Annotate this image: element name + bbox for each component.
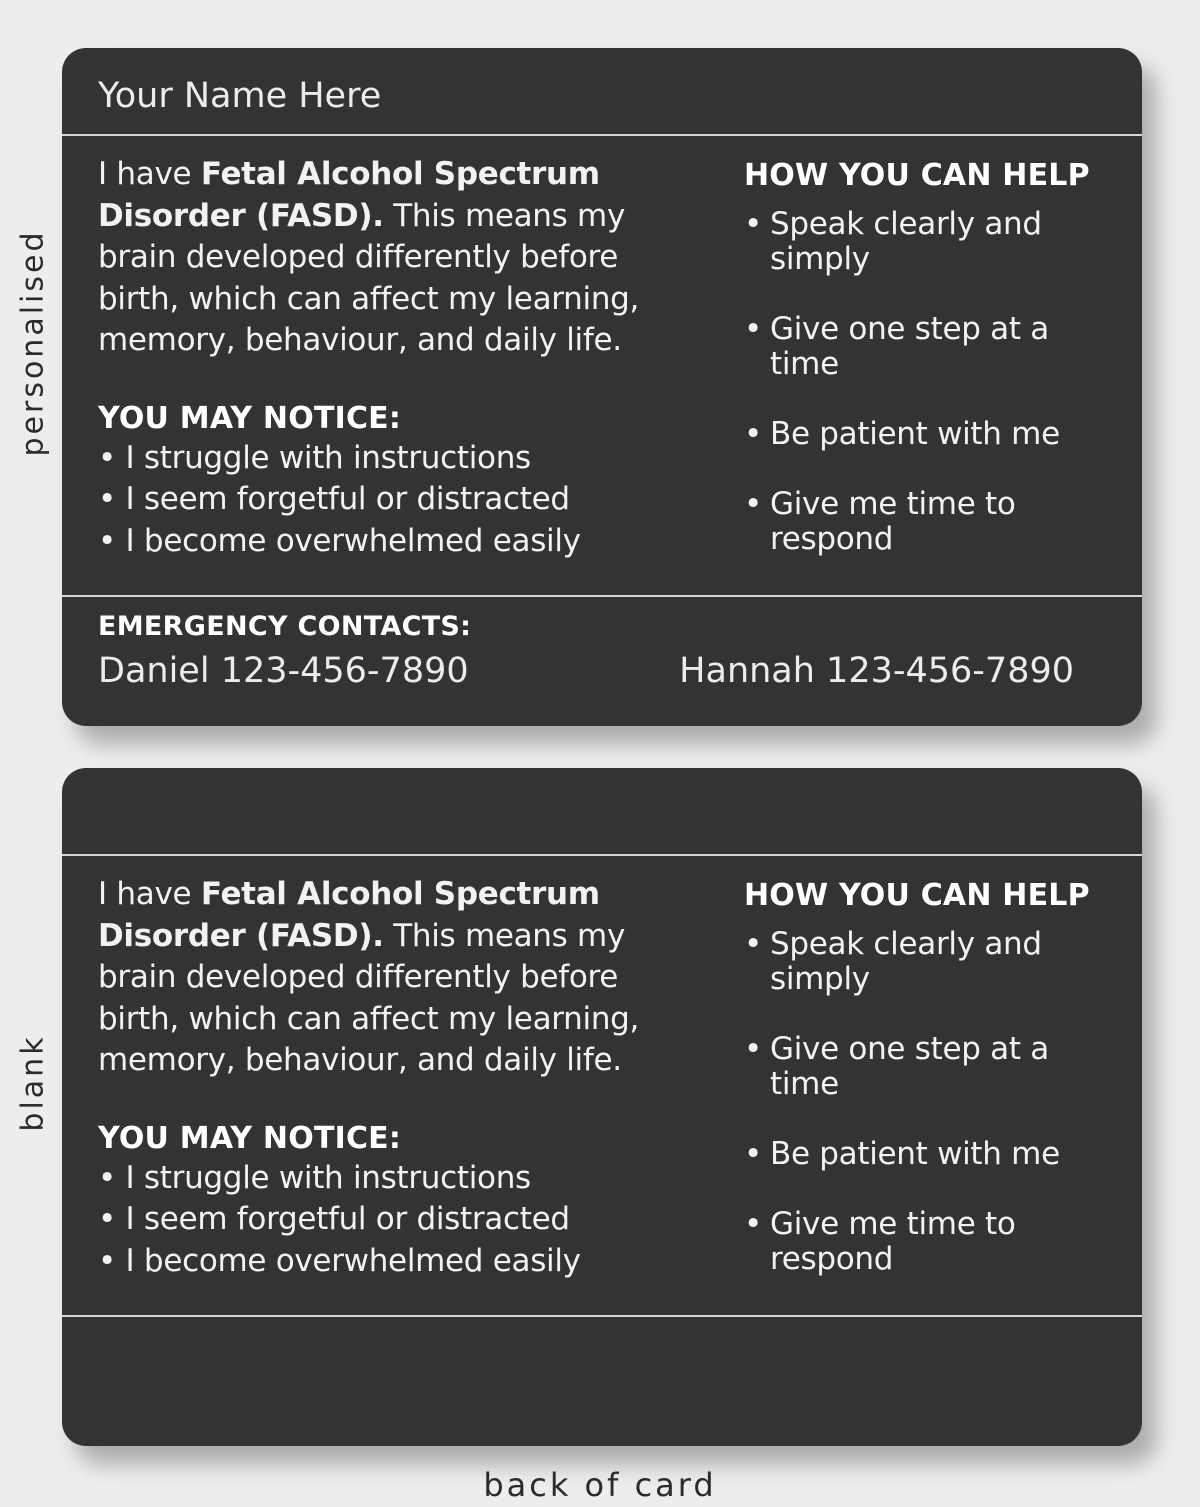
fasd-description — [98, 154, 708, 362]
card-body — [62, 856, 1142, 1315]
fasd-description — [98, 874, 708, 1082]
help-list — [744, 207, 1124, 557]
personalised-card — [62, 48, 1142, 726]
intro-bold: Fetal Alcohol Spectrum Disorder (FASD). — [98, 156, 600, 234]
bullet: • — [744, 926, 762, 962]
help-item — [744, 312, 1124, 382]
help-column — [744, 878, 1124, 1312]
bullet: • — [744, 1206, 762, 1242]
notice-heading: YOU MAY NOTICE: — [98, 400, 402, 436]
notice-heading: YOU MAY NOTICE: — [98, 1120, 402, 1156]
bullet: • — [744, 311, 762, 347]
personalised-label: personalised — [15, 229, 51, 457]
bullet: • — [744, 1031, 762, 1067]
notice-item: • I become overwhelmed easily — [98, 1242, 581, 1279]
help-heading: HOW YOU CAN HELP — [744, 878, 1090, 913]
help-item-text: Be patient with me — [770, 1136, 1060, 1172]
help-item — [744, 1137, 1124, 1172]
intro-rest: This means my brain developed differently before birth, which can affect my learning, memory, behaviour, and daily life. — [98, 917, 640, 1078]
help-item — [744, 1032, 1124, 1102]
help-list — [744, 927, 1124, 1277]
help-item — [744, 207, 1124, 277]
blank-label: blank — [15, 1034, 51, 1132]
caption: back of card — [483, 1466, 717, 1504]
notice-item: • I seem forgetful or distracted — [98, 481, 570, 517]
cardholder-name: Your Name Here — [98, 76, 382, 116]
help-item-text: Speak clearly and simply — [770, 926, 1042, 997]
help-heading: HOW YOU CAN HELP — [744, 158, 1090, 193]
notice-list — [98, 438, 708, 563]
info-column — [98, 154, 708, 562]
card-footer — [62, 597, 1142, 726]
bullet: • — [744, 206, 762, 242]
emergency-contact: Hannah 123-456-7890 — [679, 651, 1074, 691]
help-item-text: Give me time to respond — [770, 1206, 1016, 1277]
card-footer — [62, 1317, 1142, 1446]
card-body — [62, 136, 1142, 595]
help-item-text: Give me time to respond — [770, 486, 1016, 557]
info-column — [98, 874, 708, 1282]
notice-item: • I seem forgetful or distracted — [98, 1201, 570, 1237]
intro-bold: Fetal Alcohol Spectrum Disorder (FASD). — [98, 876, 600, 954]
intro-rest: This means my brain developed differently before birth, which can affect my learning, memory, behaviour, and daily life. — [98, 197, 640, 358]
bullet: • — [744, 416, 762, 452]
help-item — [744, 1207, 1124, 1277]
help-column — [744, 158, 1124, 592]
intro-prefix: I have — [98, 156, 201, 192]
bullet: • — [744, 486, 762, 522]
help-item — [744, 927, 1124, 997]
help-item-text: Be patient with me — [770, 416, 1060, 452]
intro-prefix: I have — [98, 876, 201, 912]
card-header — [62, 48, 1142, 134]
notice-item: • I become overwhelmed easily — [98, 522, 581, 559]
emergency-heading: EMERGENCY CONTACTS: — [98, 611, 472, 642]
help-item-text: Speak clearly and simply — [770, 206, 1042, 277]
help-item — [744, 417, 1124, 452]
card-header — [62, 768, 1142, 854]
help-item-text: Give one step at a time — [770, 1031, 1049, 1102]
notice-list — [98, 1158, 708, 1283]
notice-item: • I struggle with instructions — [98, 439, 531, 476]
emergency-contact: Daniel 123-456-7890 — [98, 651, 469, 691]
blank-card — [62, 768, 1142, 1446]
bullet: • — [744, 1136, 762, 1172]
notice-item: • I struggle with instructions — [98, 1159, 531, 1196]
help-item-text: Give one step at a time — [770, 311, 1049, 382]
help-item — [744, 487, 1124, 557]
